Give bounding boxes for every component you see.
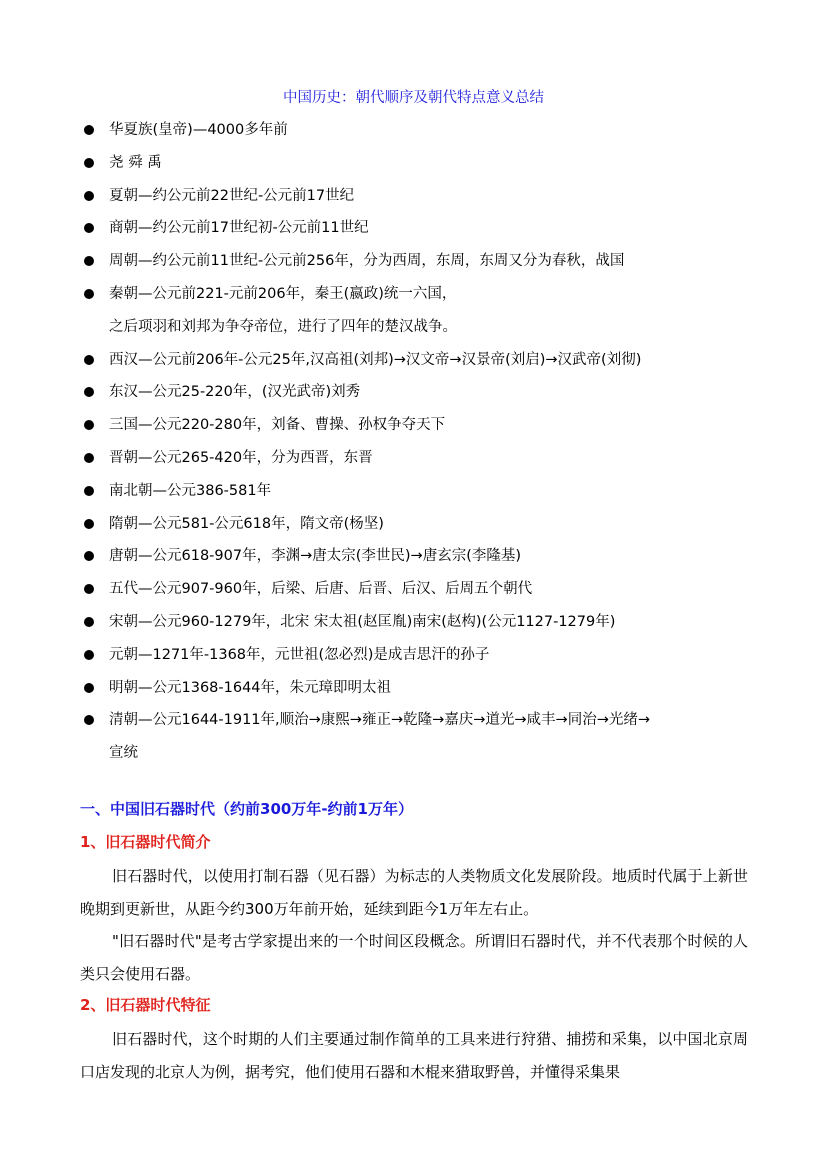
bullet-icon bbox=[84, 486, 94, 496]
bullet-icon bbox=[84, 650, 94, 660]
document-title: 中国历史：朝代顺序及朝代特点意义总结 bbox=[283, 90, 544, 106]
bullet-icon bbox=[84, 715, 94, 725]
bullet-icon bbox=[84, 191, 94, 201]
bullet-icon bbox=[84, 683, 94, 693]
paragraph: "旧石器时代"是考古学家提出来的一个时间区段概念。所谓旧石器时代，并不代表那个时候的人类只会使用石器。 bbox=[80, 932, 748, 983]
subsection-heading: 2、旧石器时代特征 bbox=[80, 996, 211, 1014]
subsection-heading: 1、旧石器时代简介 bbox=[80, 833, 211, 851]
bullet-icon bbox=[84, 453, 94, 463]
bullet-icon bbox=[84, 420, 94, 430]
bullet-icon bbox=[84, 584, 94, 594]
document-page: 中国历史：朝代顺序及朝代特点意义总结 华夏族(皇帝)—4000多年前 尧 舜 禹 夏朝—约公元前22世纪-公元前17世纪 商朝—约公元前17世纪初-公元前11世纪 周朝—约公元前11世纪-公元前256年，分为西周，东周，东周又分为春秋，战国 秦朝—公元前221-元前206年，秦王(嬴政)统一六国， 之后项羽和刘邦为争夺帝位，进行了四年的楚汉战争。 西汉—公元前206年-公元25年,汉高祖(刘邦)→汉文帝→汉景帝(刘启)→汉武帝(刘彻) 东汉—公元25-220年，(汉光武帝)刘秀 三国—公元220-280年，刘备、曹操、孙权争夺天下 晋朝—公元265-420年，分为西晋，东晋 南北朝—公元386-581年 隋朝—公元581-公元618年，隋文帝(杨坚) 唐朝—公元618-907年，李渊→唐太宗(李世民)→唐玄宗(李隆基) 五代—公元907-960年，后梁、后唐、后晋、后汉、后周五个朝代 宋朝—公元960-1279年，北宋 宋太祖(赵匡胤)南宋(赵构)(公元1127-1279年) 元朝—1271年-1368年，元世祖(忽必烈)是成吉思汗的孙子 明朝—公元1368-1644年，朱元璋即明太祖 清朝—公元1644-1911年,顺治→康熙→雍正→乾隆→嘉庆→道光→咸丰→同治→光绪→ 宣统 一、中国旧石器时代（约前300万年-约前1万年） 1、旧石器时代简介 旧石器时代，以使用打制石器（见石器）为标志的人类物质文化发展阶段。地质时代属于上新世晚期到更新世，从距今约300万年前开始，延续到距今1万年左右止。 "旧石器时代"是考古学家提出来的一个时间区段概念。所谓旧石器时代，并不代表那个时候的人类只会使用石器。 2、旧石器时代特征 旧石器时代，这个时期的人们主要通过制作简单的工具来进行狩猎、捕捞和采集，以中国北京周口店发现的北京人为例，据考究，他们使用石器和木棍来猎取野兽，并懂得采集果 bbox=[0, 0, 827, 1169]
bullet-icon bbox=[84, 158, 94, 168]
paragraph: 旧石器时代，以使用打制石器（见石器）为标志的人类物质文化发展阶段。地质时代属于上新世晚期到更新世，从距今约300万年前开始，延续到距今1万年左右止。 bbox=[80, 867, 748, 918]
bullet-icon bbox=[84, 551, 94, 561]
bullet-icon bbox=[84, 125, 94, 135]
bullet-icon bbox=[84, 387, 94, 397]
section-heading: 一、中国旧石器时代（约前300万年-约前1万年） bbox=[80, 800, 413, 818]
bullet-icon bbox=[84, 256, 94, 266]
bullet-icon bbox=[84, 223, 94, 233]
paragraph: 旧石器时代，这个时期的人们主要通过制作简单的工具来进行狩猎、捕捞和采集，以中国北京周口店发现的北京人为例，据考究，他们使用石器和木棍来猎取野兽，并懂得采集果 bbox=[80, 1030, 748, 1081]
bullet-icon bbox=[84, 519, 94, 529]
bullet-icon bbox=[84, 617, 94, 627]
bullet-icon bbox=[84, 355, 94, 365]
bullet-icon bbox=[84, 289, 94, 299]
